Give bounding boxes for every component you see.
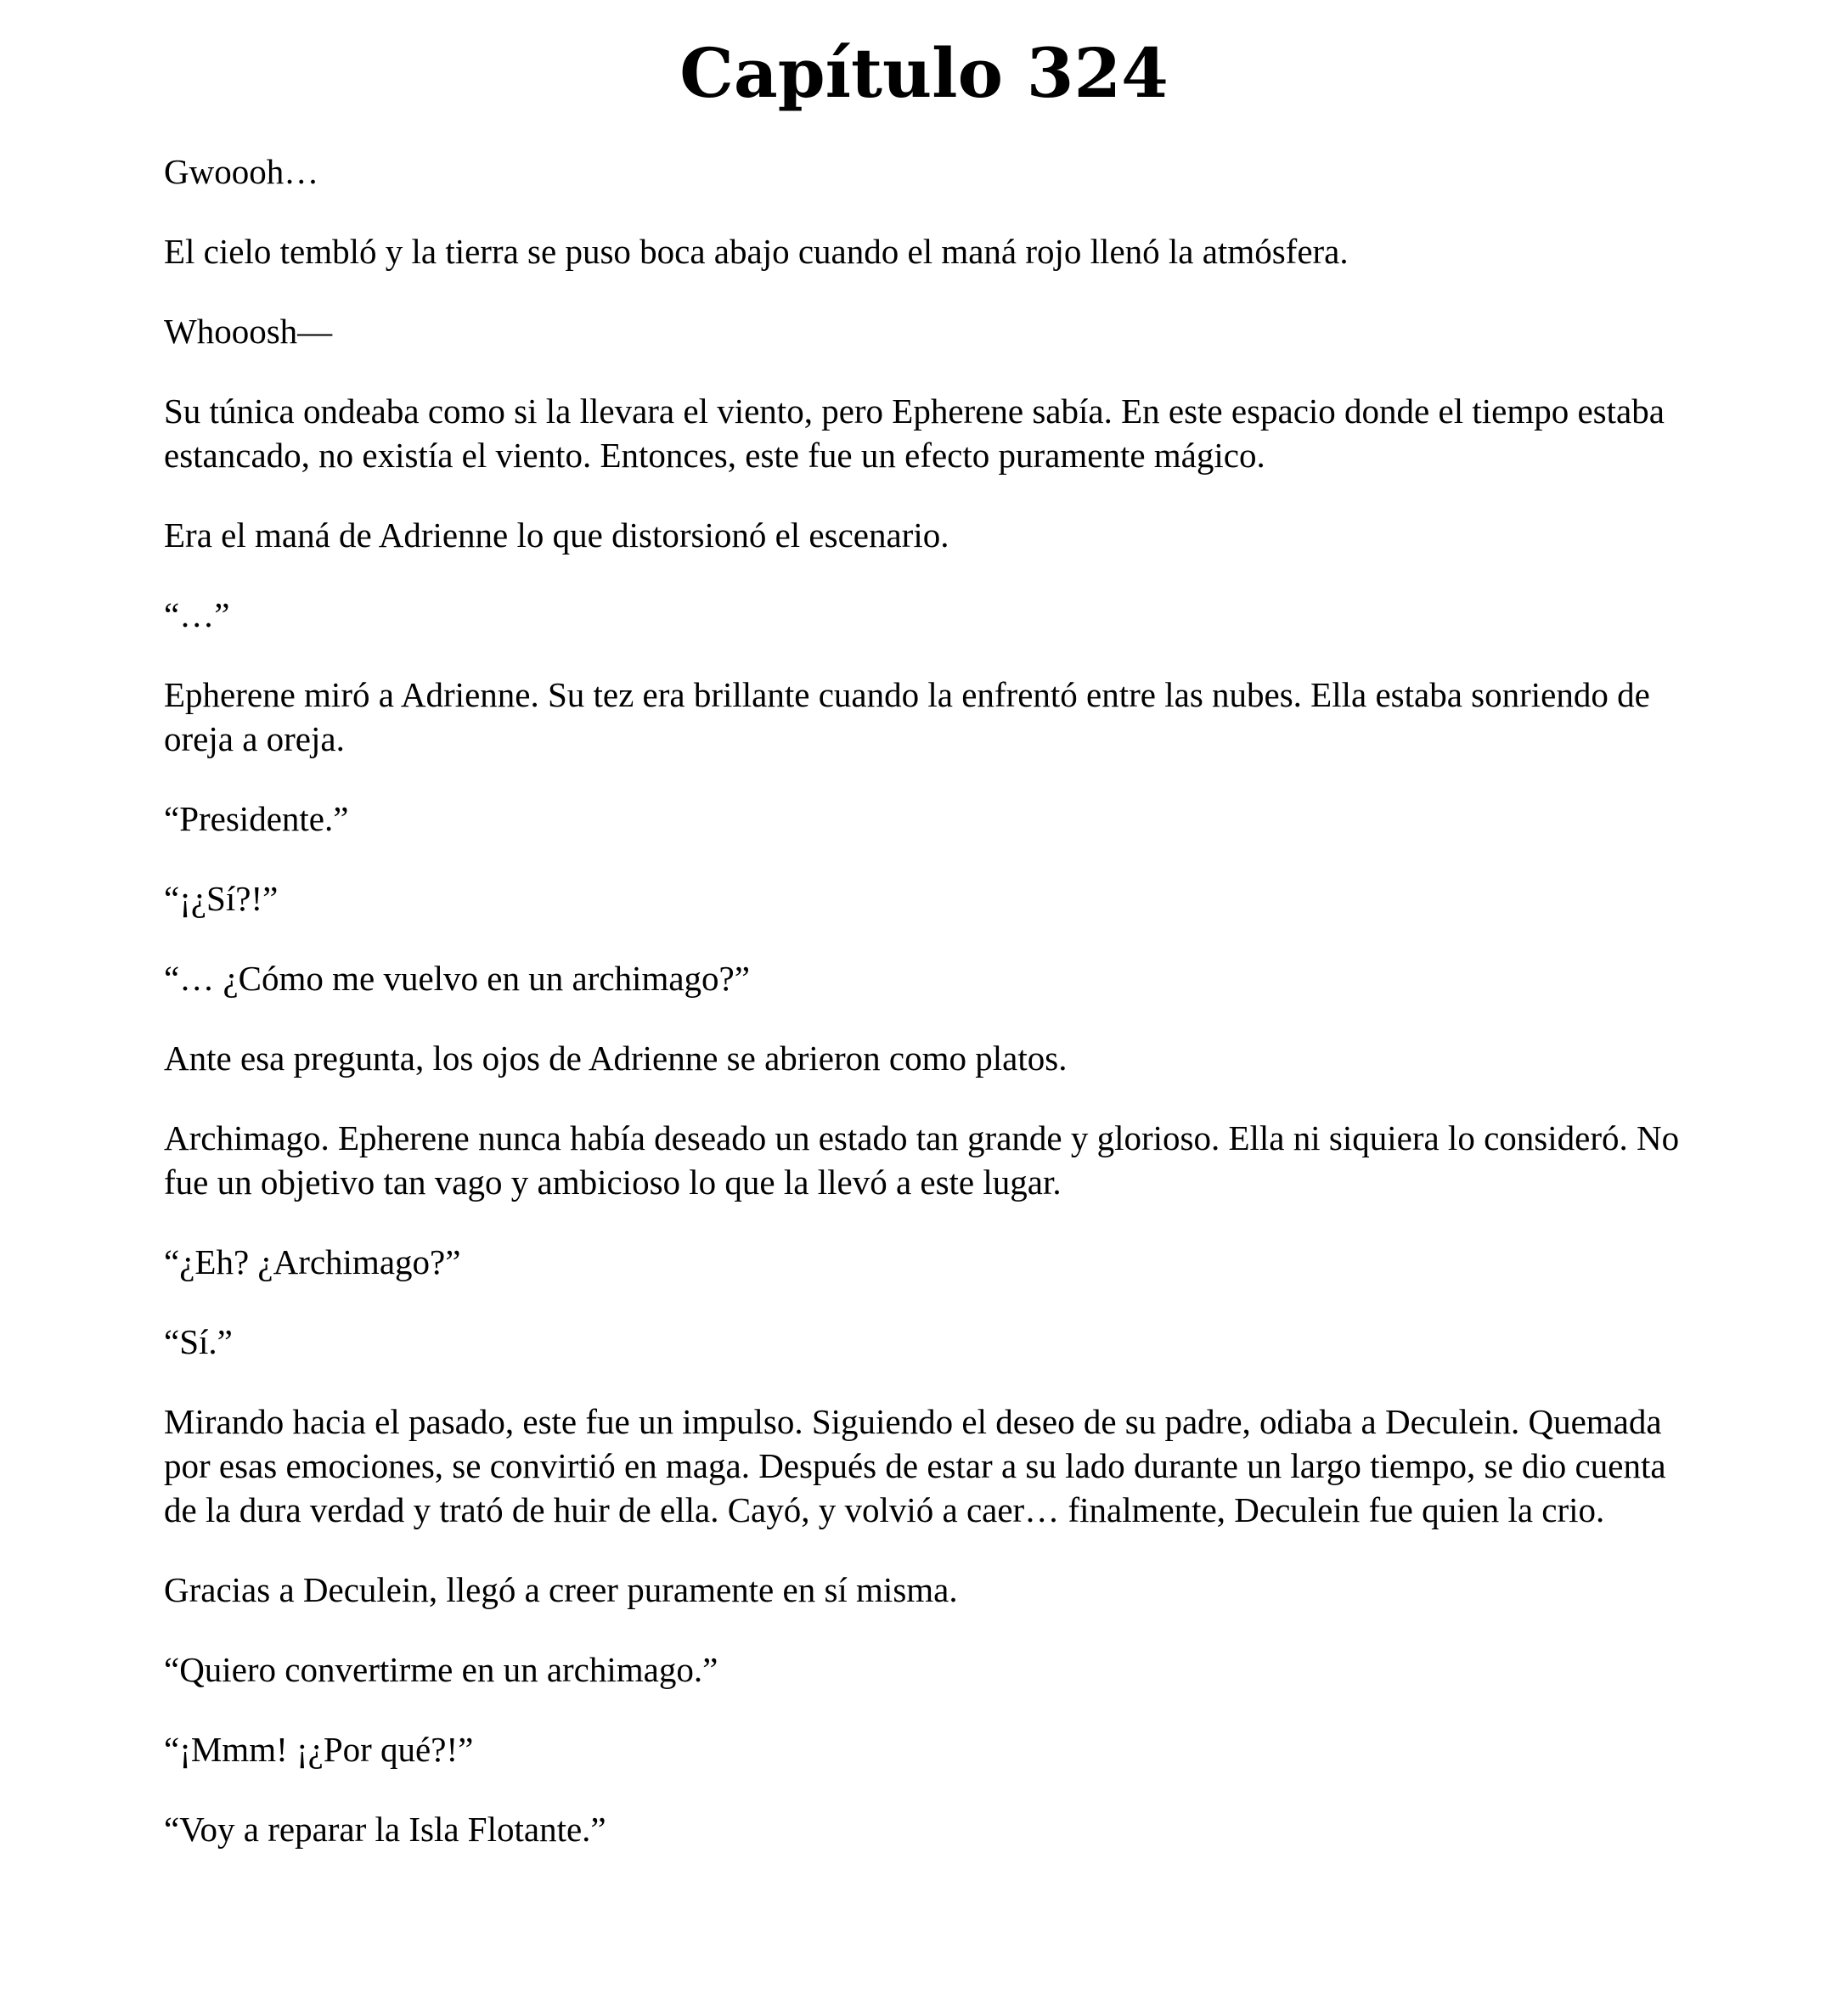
paragraph: “Sí.” (164, 1322, 233, 1361)
paragraph: “¡¿Sí?!” (164, 879, 279, 918)
paragraph: Whooosh— (164, 312, 333, 351)
paragraph: “… ¿Cómo me vuelvo en un archimago?” (164, 959, 750, 998)
paragraph: “¡Mmm! ¡¿Por qué?!” (164, 1730, 474, 1769)
paragraph: Gwoooh… (164, 152, 319, 191)
paragraph: Su túnica ondeaba como si la llevara el viento, pero Epherene sabía. En este espacio donde el tiempo estaba estancado, no existía el viento. Entonces, este fue un efecto puramente mágico. (164, 391, 1665, 475)
paragraph: El cielo tembló y la tierra se puso boca abajo cuando el maná rojo llenó la atmósfera. (164, 232, 1349, 271)
paragraph: Mirando hacia el pasado, este fue un impulso. Siguiendo el deseo de su padre, odiaba a Deculein. Quemada por esas emociones, se convirtió en maga. Después de estar a su lado durante un largo tiempo, se dio cuenta de la dura verdad y trató de huir de ella. Cayó, y volvió a caer… finalmente, Deculein fue quien la crio. (164, 1402, 1666, 1529)
paragraph: “Presidente.” (164, 799, 349, 838)
paragraph: “Quiero convertirme en un archimago.” (164, 1650, 718, 1689)
paragraph: Epherene miró a Adrienne. Su tez era brillante cuando la enfrentó entre las nubes. Ella estaba sonriendo de oreja a oreja. (164, 675, 1650, 758)
paragraph: “¿Eh? ¿Archimago?” (164, 1242, 461, 1281)
paragraph: Archimago. Epherene nunca había deseado un estado tan grande y glorioso. Ella ni siquiera lo consideró. No fue un objetivo tan vago y ambicioso lo que la llevó a este lugar. (164, 1118, 1680, 1202)
paragraph: Era el maná de Adrienne lo que distorsionó el escenario. (164, 515, 949, 555)
paragraph: Gracias a Deculein, llegó a creer puramente en sí misma. (164, 1570, 958, 1609)
chapter-body (164, 149, 1693, 1887)
paragraph: “Voy a reparar la Isla Flotante.” (164, 1810, 606, 1849)
paragraph: Ante esa pregunta, los ojos de Adrienne se abrieron como platos. (164, 1039, 1068, 1078)
chapter-title: Capítulo 324 (679, 33, 1169, 113)
paragraph: “…” (164, 595, 230, 634)
